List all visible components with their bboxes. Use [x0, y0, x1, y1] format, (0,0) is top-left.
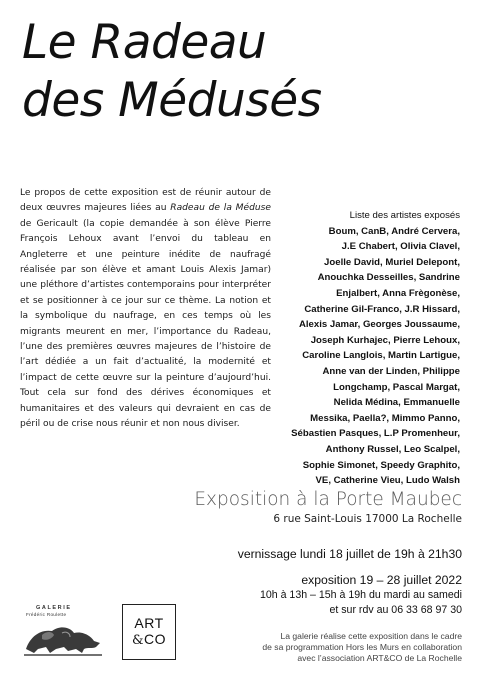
artist-list — [260, 208, 460, 489]
page-title — [22, 14, 322, 130]
artist-line: J.E Chabert, Olivia Clavel, — [341, 241, 460, 253]
exhibition-dates: exposition 19 – 28 juillet 2022 — [301, 573, 462, 587]
artist-line: Anne van der Linden, Philippe — [322, 365, 460, 377]
artist-line: Sébastien Pasques, L.P Promenheur, — [291, 428, 460, 440]
artist-line: Caroline Langlois, Martin Lartigue, — [302, 350, 460, 362]
artist-line: Catherine Gil-Franco, J.R Hissard, — [304, 303, 460, 315]
artist-line: Boum, CanB, André Cervera, — [328, 225, 460, 237]
credit-note — [212, 631, 462, 664]
artist-line: Joseph Kurhajec, Pierre Lehoux, — [310, 334, 460, 346]
artist-line: Anthony Russel, Leo Scalpel, — [325, 443, 460, 455]
dates-block — [238, 546, 462, 618]
artco-logo-ampersand: & — [131, 633, 145, 648]
artist-line: Longchamp, Pascal Margat, — [333, 381, 460, 393]
artist-line: Alexis Jamar, Georges Joussaume, — [298, 319, 460, 331]
intro-paragraph — [20, 186, 271, 433]
artist-line: Nelida Médina, Emmanuelle — [333, 397, 460, 409]
artist-names — [260, 224, 460, 489]
artist-line: Sophie Simonet, Speedy Graphito, — [302, 459, 460, 471]
artco-logo-co-text: CO — [144, 631, 167, 647]
title-line-2: des Médusés — [22, 73, 322, 128]
venue-address: 6 rue Saint-Louis 17000 La Rochelle — [273, 513, 462, 525]
vernissage-date: vernissage lundi 18 juillet de 19h à 21h30 — [237, 547, 462, 561]
venue-name: Exposition à la Porte Maubec — [194, 489, 462, 510]
venue-block — [194, 488, 462, 527]
credit-line: avec l’association ART&CO de La Rochelle — [297, 653, 462, 663]
title-line-1: Le Radeau — [22, 15, 267, 70]
intro-text-1: Le propos de cette exposition est de réunir autour de deux œuvres majeures liées au — [20, 188, 271, 214]
artco-logo-art: ART — [134, 615, 164, 631]
credit-line: de sa programmation Hors les Murs en collaboration — [262, 642, 462, 652]
artist-list-heading: Liste des artistes exposés — [349, 210, 460, 221]
artist-line: Enjalbert, Anna Frègonèse, — [336, 287, 460, 299]
artist-line: Messika, Paella?, Mimmo Panno, — [310, 412, 460, 424]
artist-line: Joelle David, Muriel Delepont, — [324, 256, 460, 268]
artist-line: Anouchka Desseilles, Sandrine — [317, 272, 460, 284]
lion-icon — [22, 619, 104, 659]
intro-text-2: de Gericault (la copie demandée à son élève Pierre François Lehoux avant l’envoi du tableau en Angleterre et une peinture inédite de naufragé réalisée par son élève et amant Louis Alexis Jamar) une pléthore d’artistes contemporains pour interpréter et se positionner à ce jour sur ce thème. La notion et la symbolique du naufrage, en ces temps où les migrants meurent en mer, l’importance du Radeau, l’une des premières œuvres majeures de l’histoire de l’art dédiée a un fait d’actualité, la modernité et l’impact de cette œuvre sur la peinture d’aujourd’hui. Tout cela sur fond des dérives économiques et humanitaires et des valeurs qui devraient en cas de péril ou de crise nous réunir et non nous diviser. — [20, 218, 271, 430]
artco-logo-co — [132, 631, 166, 649]
opening-hours: 10h à 13h – 15h à 19h du mardi au samedi — [259, 589, 462, 601]
artco-logo — [122, 604, 176, 660]
galerie-logo-word: GALERIE — [36, 605, 72, 611]
galerie-logo — [22, 605, 104, 661]
credit-line: La galerie réalise cette exposition dans le cadre — [280, 631, 462, 641]
appointment-phone: et sur rdv au 06 33 68 97 30 — [329, 604, 462, 616]
intro-artwork-title: Radeau de la Méduse — [170, 203, 271, 214]
galerie-logo-names: Frédéric Roulette — [26, 612, 67, 617]
artist-line: VE, Catherine Vieu, Ludo Walsh — [315, 475, 460, 487]
